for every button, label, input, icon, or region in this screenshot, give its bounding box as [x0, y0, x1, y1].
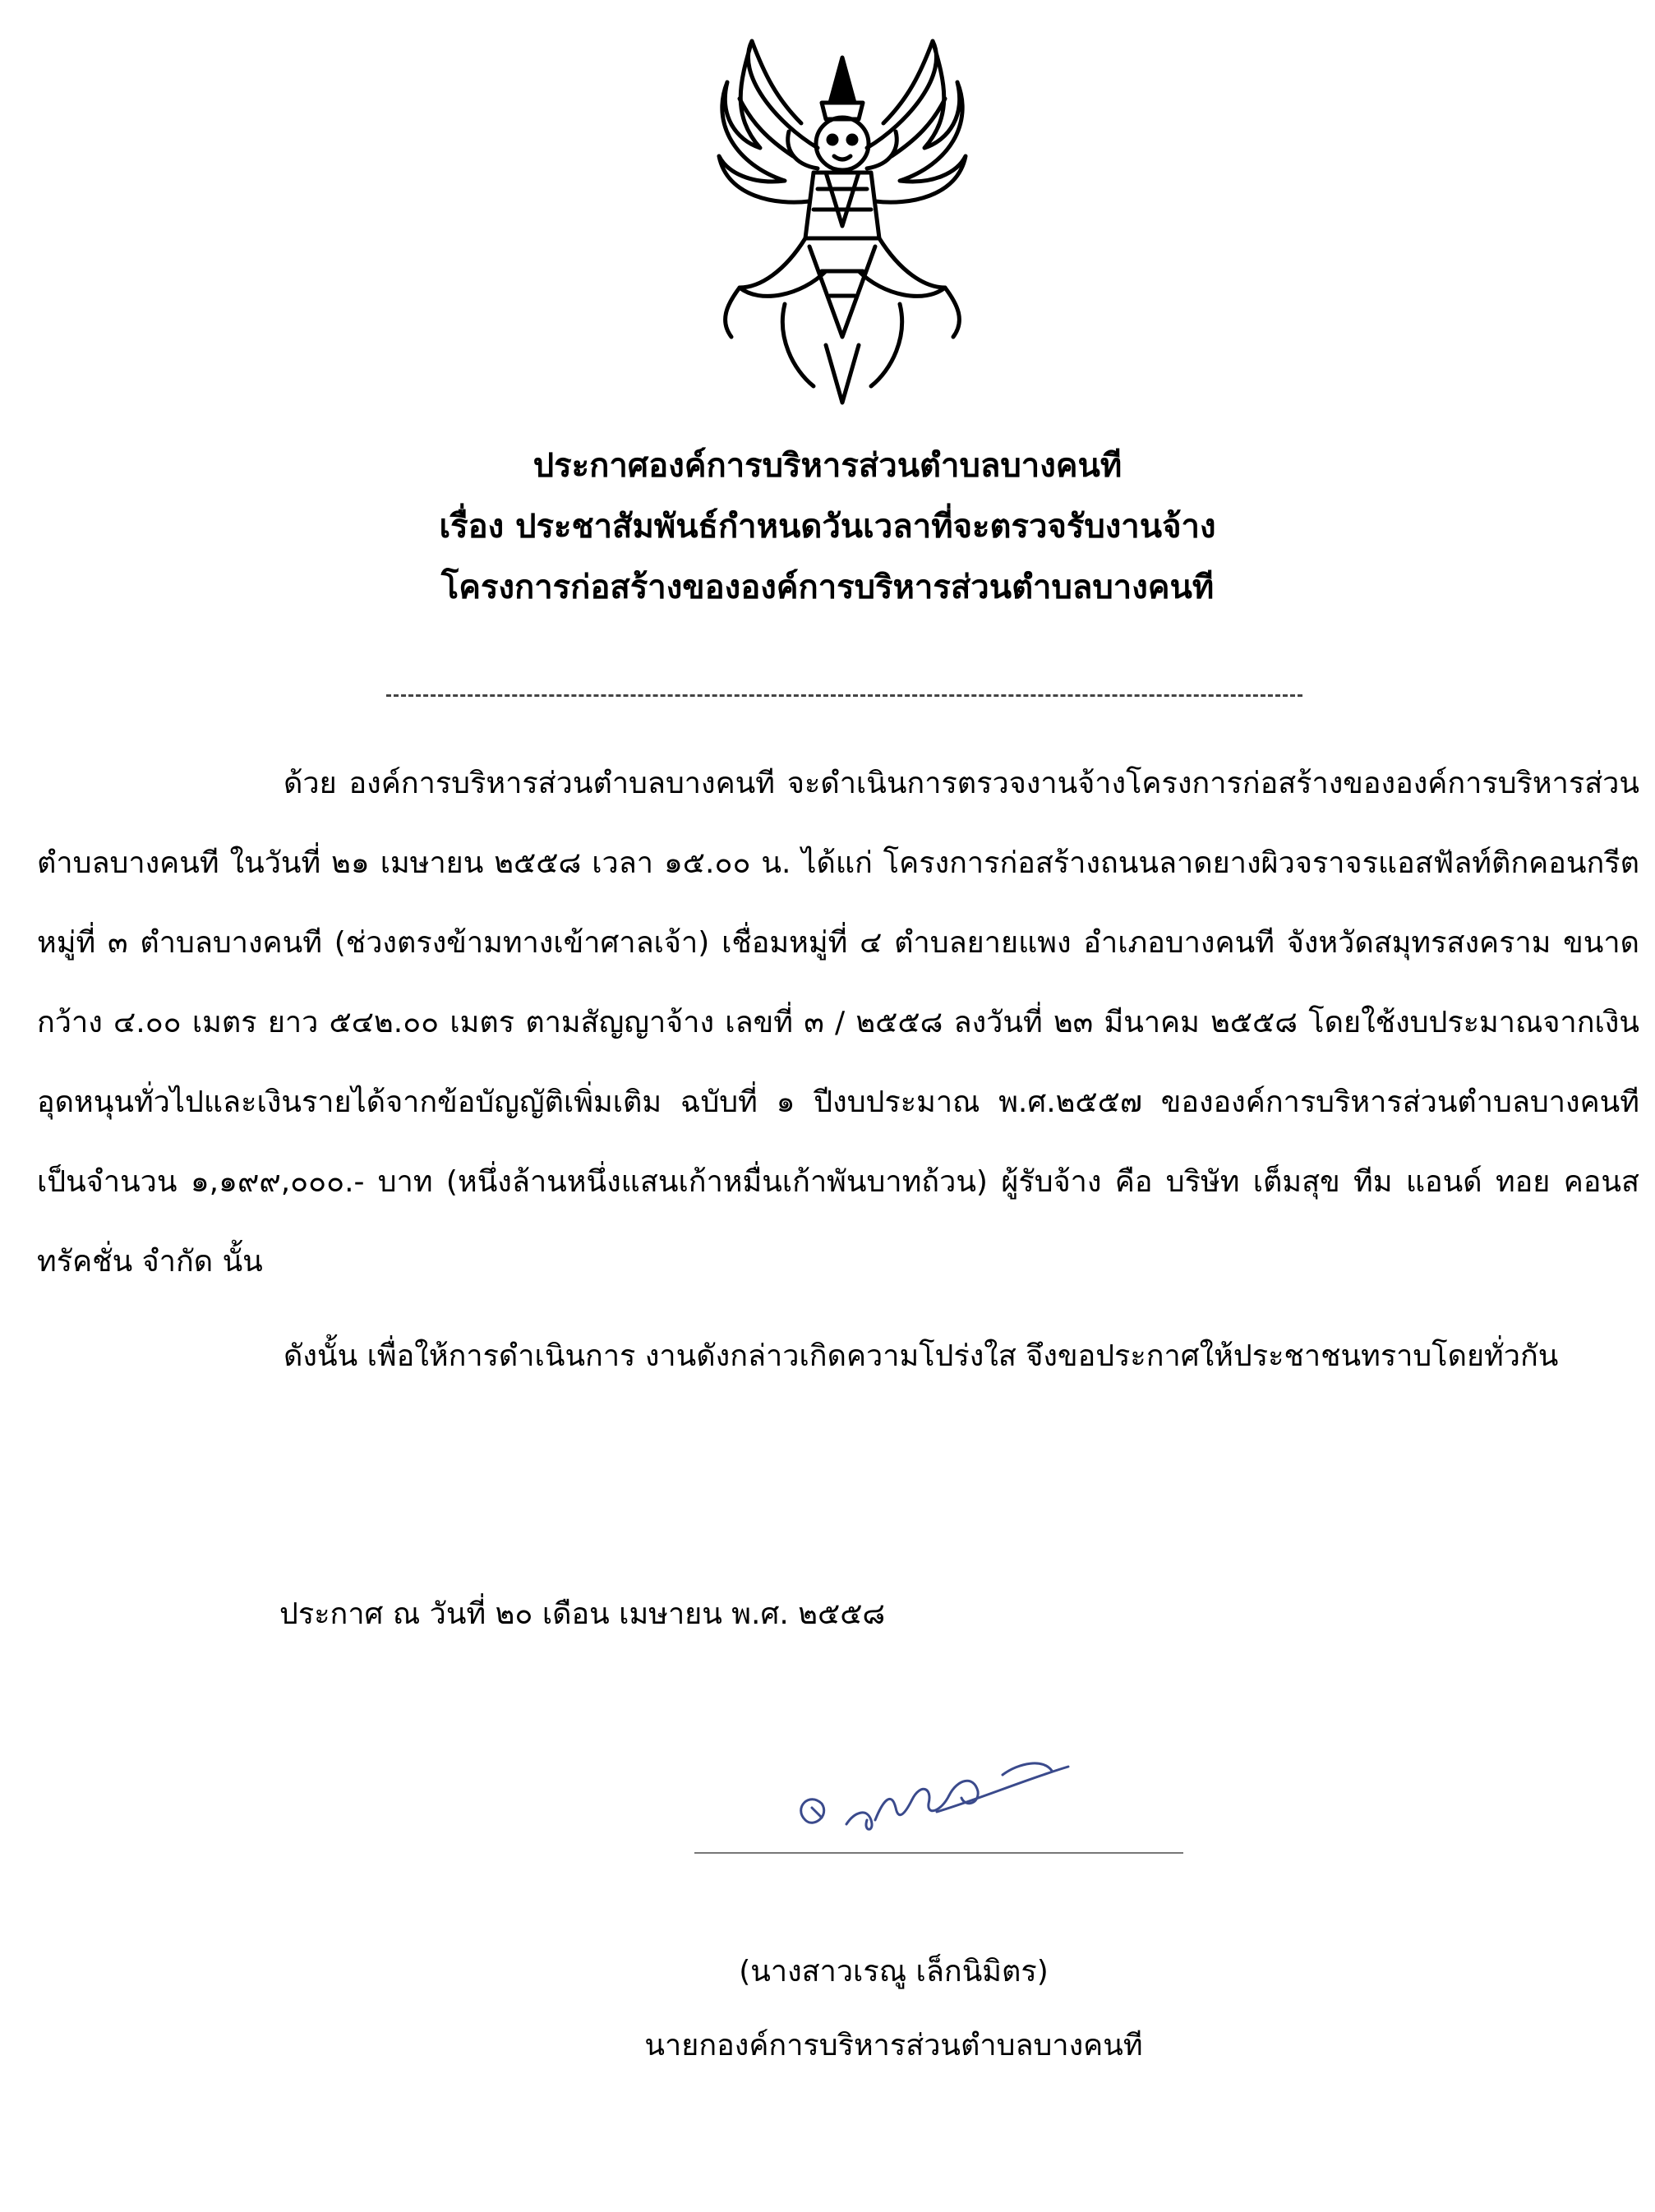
- title-line-3: โครงการก่อสร้างขององค์การบริหารส่วนตำบลบางคนที: [440, 569, 1215, 606]
- handwritten-signature: [789, 1742, 1085, 1849]
- title-divider: [386, 694, 1302, 697]
- garuda-emblem-icon: [662, 25, 1023, 411]
- signer-name: (นางสาวเรณู เล็กนิมิตร): [739, 1955, 1049, 1988]
- signature-line: [694, 1852, 1183, 1854]
- announcement-body: [37, 744, 1639, 1396]
- announcement-date: ประกาศ ณ วันที่ ๒๐ เดือน เมษายน พ.ศ. ๒๕๕๘: [279, 1597, 886, 1631]
- body-paragraph-1: ด้วย องค์การบริหารส่วนตำบลบางคนที จะดำเนินการตรวจงานจ้างโครงการก่อสร้างขององค์การบริหารส่วนตำบลบางคนที ในวันที่ ๒๑ เมษายน ๒๕๕๘ เวลา ๑๕.๐๐ น. ได้แก่ โครงการก่อสร้างถนนลาดยางผิวจราจรแอสฟัลท์ติกคอนกรีต หมู่ที่ ๓ ตำบลบางคนที (ช่วงตรงข้ามทางเข้าศาลเจ้า) เชื่อมหมู่ที่ ๔ ตำบลยายแพง อำเภอบางคนที จังหวัดสมุทรสงคราม ขนาดกว้าง ๔.๐๐ เมตร ยาว ๕๔๒.๐๐ เมตร ตามสัญญาจ้าง เลขที่ ๓ / ๒๕๕๘ ลงวันที่ ๒๓ มีนาคม ๒๕๕๘ โดยใช้งบประมาณจากเงินอุดหนุนทั่วไปและเงินรายได้จากข้อบัญญัติเพิ่มเติม ฉบับที่ ๑ ปีงบประมาณ พ.ศ.๒๕๕๗ ขององค์การบริหารส่วนตำบลบางคนที เป็นจำนวน ๑,๑๙๙,๐๐๐.- บาท (หนึ่งล้านหนึ่งแสนเก้าหมื่นเก้าพันบาทถ้วน) ผู้รับจ้าง คือ บริษัท เต็มสุข ทีม แอนด์ ทอย คอนสทรัคชั่น จำกัด นั้น: [37, 767, 1639, 1279]
- title-line-2: เรื่อง ประชาสัมพันธ์กำหนดวันเวลาที่จะตรวจรับงานจ้าง: [439, 508, 1216, 546]
- signer-position: นายกองค์การบริหารส่วนตำบลบางคนที: [644, 2029, 1143, 2062]
- document-title: [0, 435, 1655, 618]
- body-paragraph-2: ดังนั้น เพื่อให้การดำเนินการ งานดังกล่าวเกิดความโปร่งใส จึงขอประกาศให้ประชาชนทราบโดยทั่วกัน: [284, 1339, 1559, 1373]
- title-line-1: ประกาศองค์การบริหารส่วนตำบลบางคนที: [532, 447, 1123, 485]
